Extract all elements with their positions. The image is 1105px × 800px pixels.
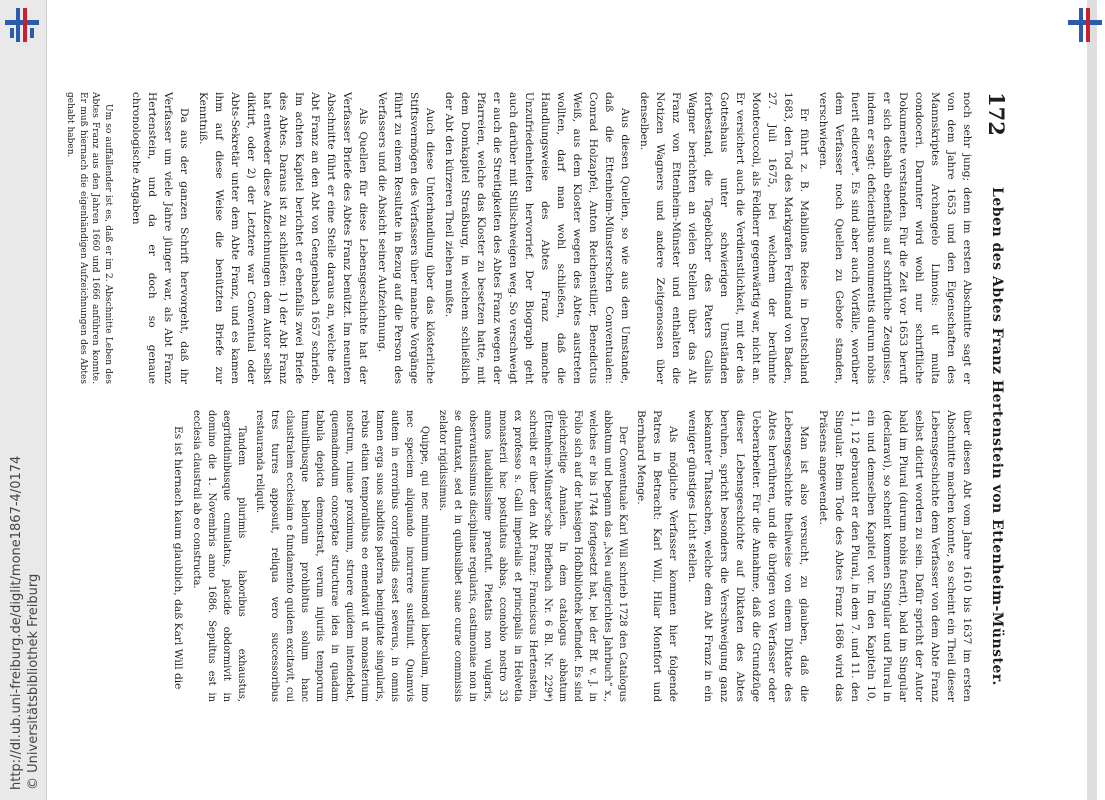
paragraph: noch sehr jung; denn im ersten Abschnitte sagt er von dem Jahre 1653 und den Eigenschaften des Mannskriptes Archangelo Linnois: ut multa condoceri. Darunter wird wohl nur schriftliche Dokumente verstanden. Für die Zeit vor 1653 beruft er sich deshalb ebenfalls auf schriftliche Zeugnisse, indem er sagt: deficientibus monumentis durum nobis fuerit edicere*. Es sind aber auch Vorfälle, worüber dem Verfasser noch Quellen zu Gebote standen, verschwiegen. [817, 92, 973, 384]
page-content [65, 92, 1015, 702]
page-header [983, 92, 1009, 702]
university-logo-icon [1065, 6, 1105, 46]
paragraph: Der Conventuale Karl Will schrieb 1728 den Catalogus abbatum und begann das „Neu aufgerichtes Jahrbuch“ x., welches er bis 1744 fortgesetzt hat, bei der Bf. v. J. in Folio sich auf der hiesigen Hofbibliothek befindet. Es sind gleichzeitige Annalen. In dem catalogus abbatum (Ettenheim-Münster'sche Briefbuch Nr. 6 Bl. Nr. 229*) schreibt er über den Abt Franz: Franciscus Hertenstein, ex professo s. Galli imperialis et principalis in Helvetia monasterii hac postulatus abbas, cconobio nostro 33 annos laudabilissime praefuit. Pietatis non vulgaris, observantissimus disciplinae regularis, castimoniae non in se duntaxat, sed et in quibuslibet suae curae commissis zelator rigidissimus. [437, 410, 628, 702]
paragraph: Auch diese Unterhandlung über das klösterliche Stiftsvermögen des Verfassers über manche Vorgänge führt zu einem Resultate in Bezug auf die Person des Verfassers und die Absicht seiner Aufzeichnung. [376, 92, 436, 384]
running-title: Leben des Abtes Franz Hertenstein von Ettenheim-Münster. [989, 187, 1005, 686]
text-column-right [160, 410, 975, 702]
paragraph: Tandem plurimis laboribus exhaustus, aegritudinibusque cumulatus, placide obdormivit in domino die 1. Novembris anno 1686. Sepultus est in ecclesia claustrali ab eo constructa. [191, 410, 247, 702]
scanned-page [65, 92, 1015, 702]
paragraph: Quippe, qui nec minimum huiusmodi labeculam, imo nec speciem aliquando incurrere sustinuit. Quamvis autem in erroribus corrigendis esset severus, in omnis tamen erga suos subditos paterna benignitate singularis, rebus etiam temporalibus eo emendavit ut monasterium nostrum, ruinae proximum, struere quidem intendebat, quemadmodum conceptae structurae idea in quadam tabula depicta demonstrat, verum injuriis temporum tumultibusque bellorum prohibitus solum hanc claustralem ecclesiam e fundamento quidem excitavit, cui tres turres apposuit, reliqua vero successoribus restauranda reliquit. [254, 410, 430, 702]
page-number: 172 [984, 92, 1009, 136]
paragraph: Aus diesen Quellen, so wie aus dem Umstande, daß die Ettenheim-Münsterschen Conventualen: Conrad Holzapfel, Anton Reichenstiller, Benedictus Weiß, aus dem Kloster wegen des Abtes austreten wollten, darf man wohl schließen, daß die Handlungsweise des Abtes Franz manche Unzufriedenheiten hervorrief. Der Biograph geht auch darüber mit Stillschweigen weg. So verschweigt er auch die Streitigkeiten des Abtes Franz wegen der Pfarreien, welche das Kloster zu besetzen hatte, mit dem Domkapitel Straßburg, in welchem schließlich der Abt den kürzeren Theil ziehen mußte. [443, 92, 631, 384]
viewer-right-margin [1087, 0, 1097, 800]
copyright-notice: © Universitätsbibliothek Freiburg [26, 573, 41, 790]
paragraph: über diesen Abt vom Jahre 1610 bis 1637 im ersten Abschnitte machen konnte, so scheint ein Theil dieser Lebensgeschichte dem Verfasser von dem Abte Franz selbst dictirt worden zu sein. Dafür spricht der Autor bald im Plural (durum nobis fuerit), bald im Singular (declaravi), so scheint kommen Singular und Plural in ein und demselben Kapitel vor. Im den Kapiteln 10, 11, 12 gebraucht er den Plural, in dem 7. und 11. den Singular. Beim Tode des Abtes Franz 1686 wird das Präsens angewendet. [817, 410, 973, 702]
document-url[interactable]: http://dl.ub.uni-freiburg.de/diglit/mone1867-4/0174 [9, 455, 24, 790]
margin-citation [8, 0, 42, 790]
paragraph: Da aus der ganzen Schrift hervorgeht, daß ihr Verfasser um viele Jahre jünger war, als Abt Franz Hertenstein, und da er doch so genaue chronologische Angaben [130, 92, 190, 384]
paragraph: Als Quellen für diese Lebensgeschichte hat der Verfasser Briefe des Abtes Franz benützt. Im neunten Abschnitte führt er eine Stelle daraus an, welche der Abt Franz an den Abt von Gengenbach 1657 schrieb. Im achten Kapitel berichtet er ebenfalls zwei Briefe des Abtes. Daraus ist zu schließen: 1) der Abt Franz hat entweder diese Aufzeichnungen dem Autor selbst diktirt, oder 2) der Letztere war Conventual oder Abts-Sekretär unter dem Abte Franz, und es kamen ihm auf diese Weise die benützten Briefe zur Kenntniß. [197, 92, 369, 384]
footnote: Um so auffallender ist es, daß er im 2. Abschnitte Leben des Abtes Franz aus den Jahren 1660 und 1666 anführen konnte. Er muß hiernach die eigenhändigen Aufzeichnungen des Abtes gehabt haben. [65, 92, 113, 384]
paragraph: Es ist hiernach kaum glaublich, daß Karl Will die [172, 426, 184, 690]
paragraph: Er führt z. B. Mabillons Reise in Deutschland 1683, den Tod des Markgrafen Ferdinand von Baden, 27. Juli 1675, bei welchem der berühmte Montecuccoli, als Feldherr gegenwärtig war, nicht an. Er versichert auch die Verdienstlichkeit, mit der das Gotteshaus unter schwierigen Umständen fortbestand, die Tagebücher des Paters Gallus Wagner berichten an vielen Stellen über das Alt Franz von Ettenheim-Münster und enthalten die Notizen Wagners und andere Zeitgenossen über denselben. [638, 92, 810, 384]
paragraph: Als mögliche Verfasser kommen hier folgende Patres in Betracht: Karl Will, Hilar Montfort und Bernhard Menge. [635, 410, 679, 702]
paragraph: Man ist also versucht, zu glauben, daß die Lebensgeschichte theilweise von einem Diktate des Abtes herrühren, und die übrigen von Verfasser oder Ueberarbeiter. Für die Annahme, daß die Grundzüge dieser Lebensgeschichte auf Diktaten des Abtes beruhen, spricht besonders die Verschweigung ganz bekannter Thatsachen, welche dem Abt Franz in ein weniger günstiges Licht stellen. [686, 410, 810, 702]
viewer-left-margin [0, 0, 47, 800]
text-column-left [65, 92, 975, 384]
